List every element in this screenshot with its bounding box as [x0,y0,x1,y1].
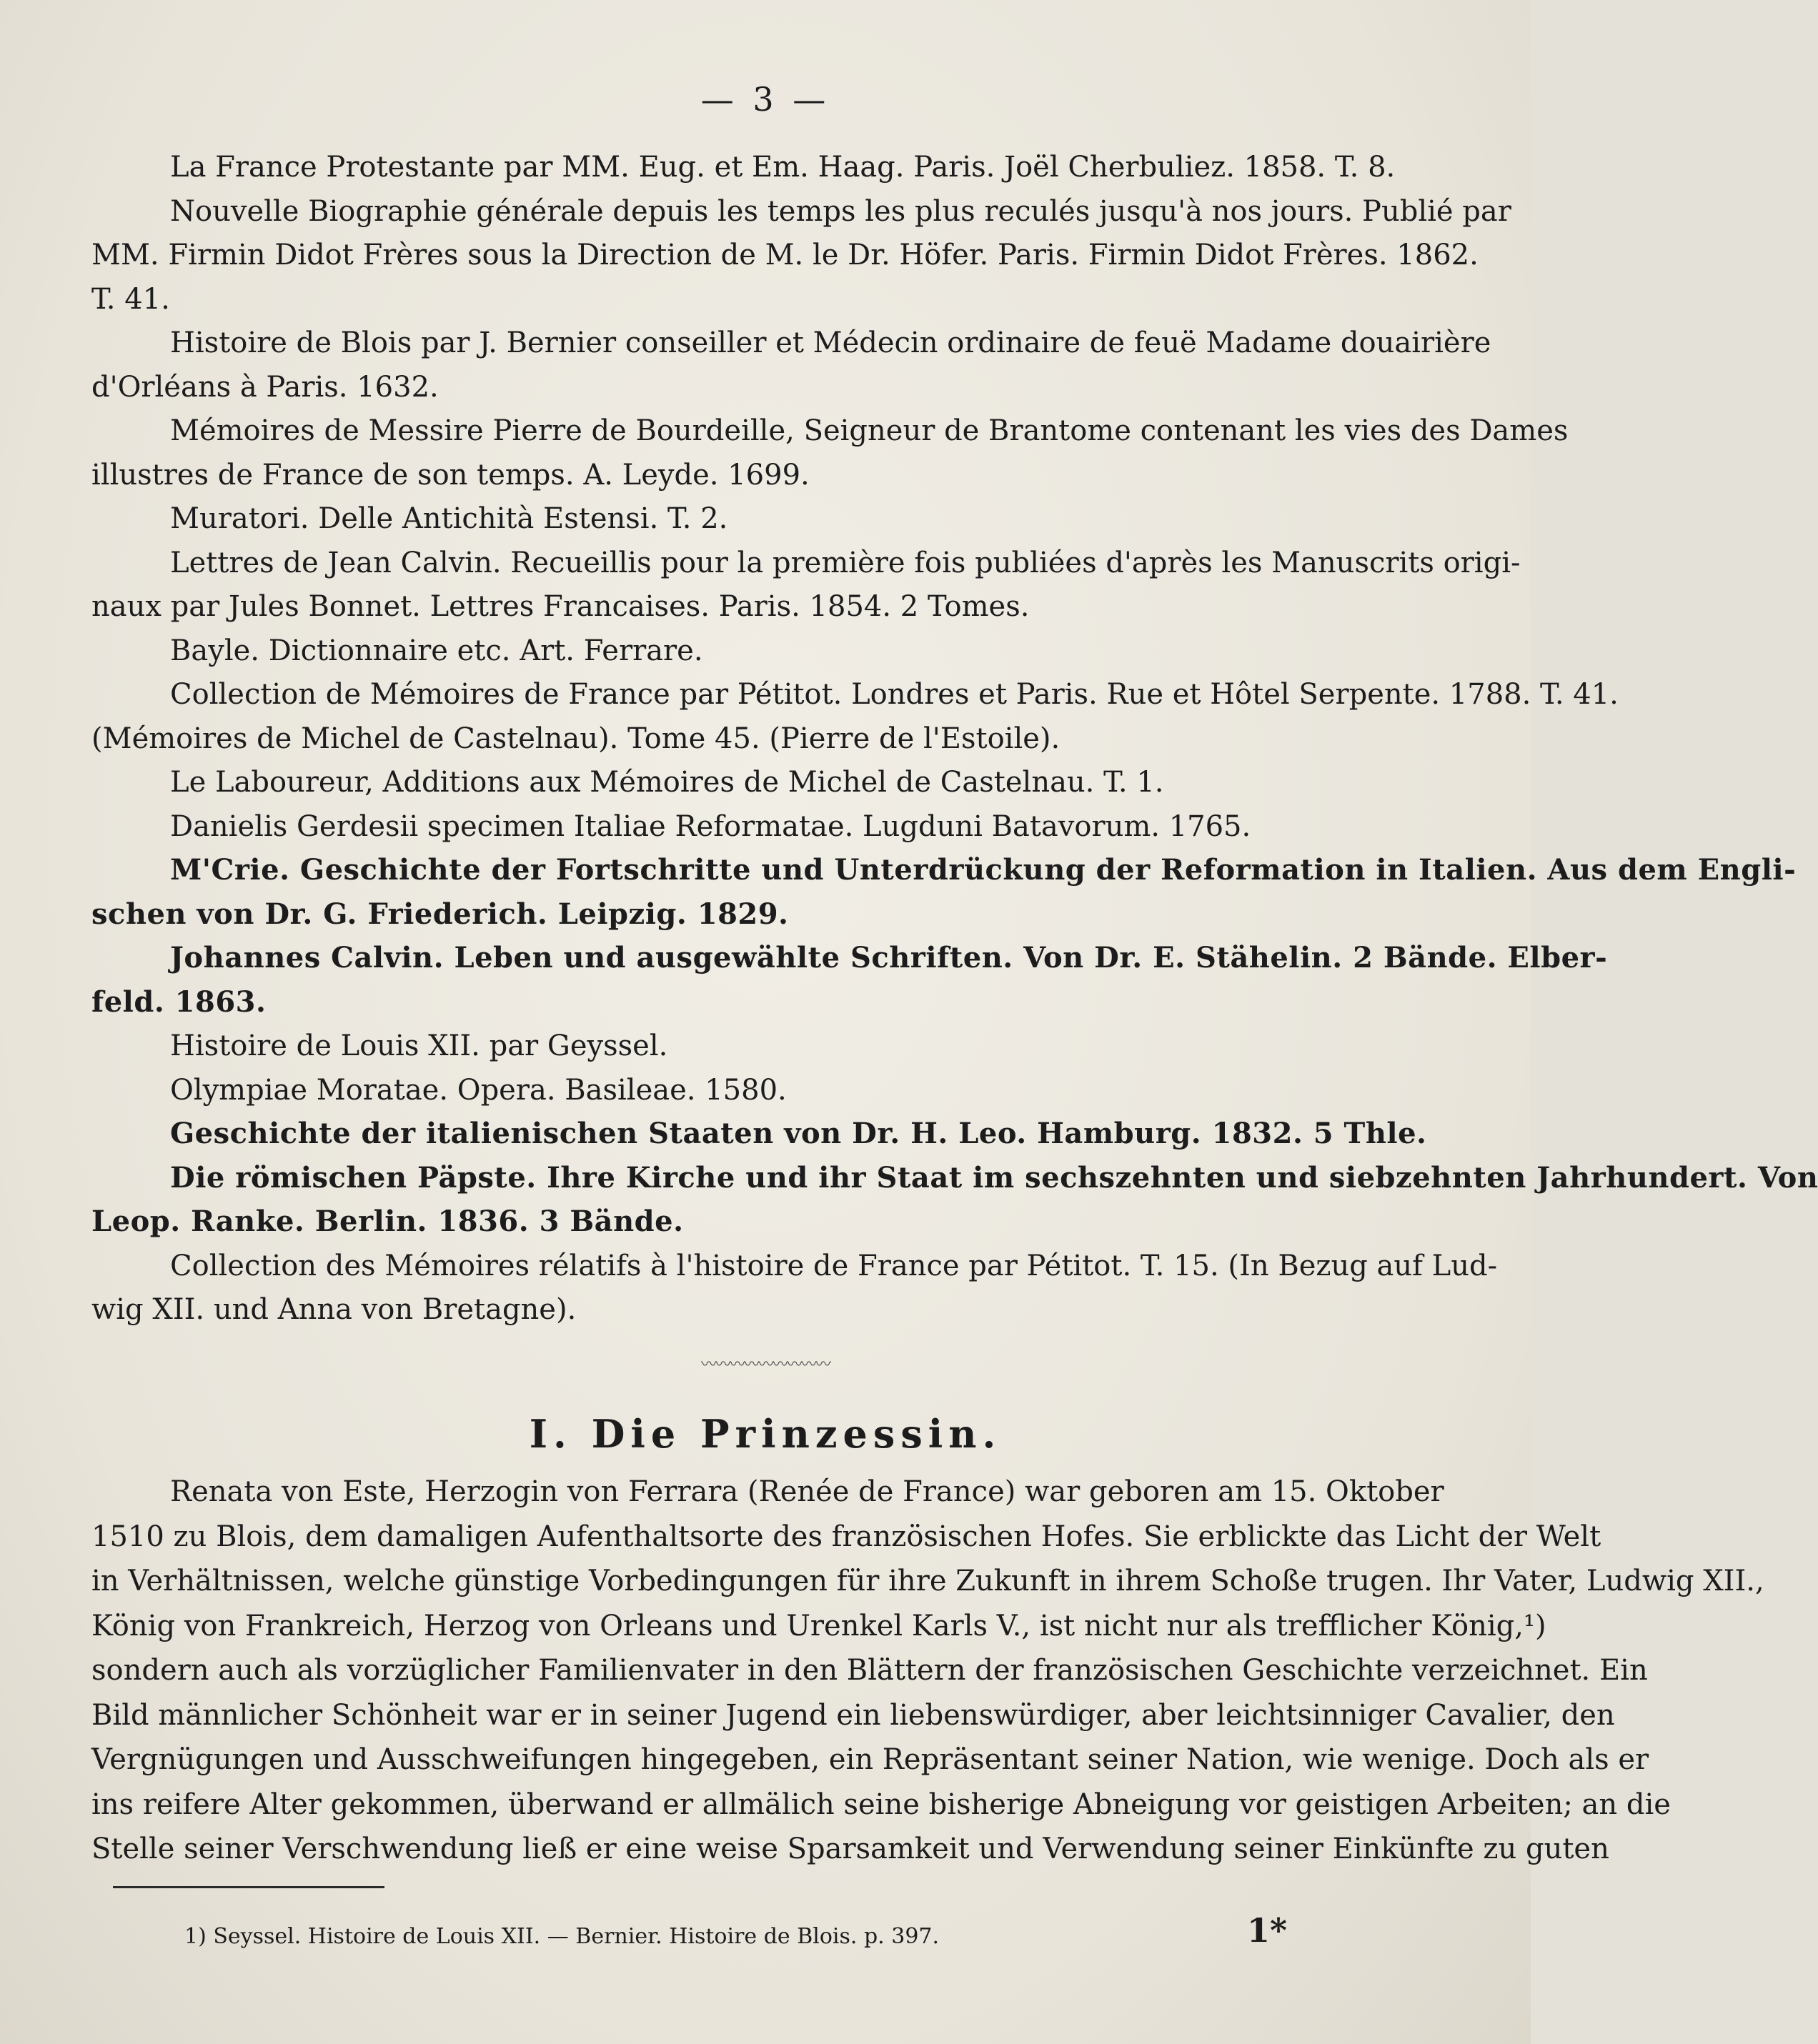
bibliography-line: Mémoires de Messire Pierre de Bourdeille, Seigneur de Brantome contenant les vies des Dames [170,414,1569,447]
chapter-heading: I. Die Prinzessin. [529,1411,1002,1457]
footnote: 1) Seyssel. Histoire de Louis XII. — Bernier. Histoire de Blois. p. 397. [184,1924,940,1949]
bibliography-line: d'Orléans à Paris. 1632. [91,370,439,404]
bibliography-line: La France Protestante par MM. Eug. et Em. Haag. Paris. Joël Cherbuliez. 1858. T. 8. [170,151,1396,184]
bibliography-line: Die römischen Päpste. Ihre Kirche und ihr Staat im sechszehnten und siebzehnten Jahrhundert. Von [170,1160,1818,1195]
bibliography-line: Histoire de Blois par J. Bernier conseiller et Médecin ordinaire de feuë Madame douairière [170,326,1491,359]
body-text-line: Vergnügungen und Ausschweifungen hingegeben, ein Repräsentant seiner Nation, wie wenige. Doch als er [91,1743,1649,1776]
body-text-line: Renata von Este, Herzogin von Ferrara (Renée de France) war geboren am 15. Oktober [170,1475,1444,1508]
page-number: — 3 — [700,80,830,119]
bibliography-line: feld. 1863. [91,984,267,1019]
bibliography-line: schen von Dr. G. Friederich. Leipzig. 1829. [91,897,789,931]
bibliography-line: Collection des Mémoires rélatifs à l'histoire de France par Pétitot. T. 15. (In Bezug auf Lud- [170,1249,1498,1282]
bibliography-line: (Mémoires de Michel de Castelnau). Tome 45. (Pierre de l'Estoile). [91,722,1060,755]
bibliography-line: T. 41. [91,282,170,316]
body-text-line: Bild männlicher Schönheit war er in seiner Jugend ein liebenswürdiger, aber leichtsinniger Cavalier, den [91,1698,1615,1732]
bibliography-line: Olympiae Moratae. Opera. Basileae. 1580. [170,1073,787,1107]
body-text-line: Stelle seiner Verschwendung ließ er eine weise Sparsamkeit und Verwendung seiner Einkünfte zu guten [91,1833,1609,1865]
bibliography-line: Nouvelle Biographie générale depuis les temps les plus reculés jusqu'à nos jours. Publié par [170,194,1511,228]
bibliography-line: Muratori. Delle Antichità Estensi. T. 2. [170,502,728,535]
bibliography-line: Johannes Calvin. Leben und ausgewählte Schriften. Von Dr. E. Stähelin. 2 Bände. Elber- [170,941,1608,974]
bibliography-line: Leop. Ranke. Berlin. 1836. 3 Bände. [91,1205,684,1238]
body-text-line: ins reifere Alter gekommen, überwand er allmälich seine bisherige Abneigung vor geistigen Arbeiten; an die [91,1788,1671,1821]
bibliography-line: M'Crie. Geschichte der Fortschritte und Unterdrückung der Reformation in Italien. Aus dem Engli- [170,853,1797,887]
bibliography-line: wig XII. und Anna von Bretagne). [91,1293,577,1326]
body-text-line: 1510 zu Blois, dem damaligen Aufenthaltsorte des französischen Hofes. Sie erblickte das Licht der Welt [91,1520,1601,1553]
bibliography-line: Collection de Mémoires de France par Pétitot. Londres et Paris. Rue et Hôtel Serpente. 1788. T. 41. [170,678,1619,711]
bibliography-line: Histoire de Louis XII. par Geyssel. [170,1030,668,1062]
bibliography-line: MM. Firmin Didot Frères sous la Direction de M. le Dr. Höfer. Paris. Firmin Didot Frères. 1862. [91,239,1479,271]
bibliography-line: Geschichte der italienischen Staaten von Dr. H. Leo. Hamburg. 1832. 5 Thle. [170,1117,1427,1150]
body-text-line: in Verhältnissen, welche günstige Vorbedingungen für ihre Zukunft in ihrem Schoße trugen. Ihr Vater, Ludwig XII., [91,1565,1764,1597]
body-text-line: König von Frankreich, Herzog von Orleans und Urenkel Karls V., ist nicht nur als trefflicher König,¹) [91,1609,1546,1642]
bibliography-line: Le Laboureur, Additions aux Mémoires de Michel de Castelnau. T. 1. [170,766,1164,799]
signature-mark: 1* [1247,1911,1288,1950]
bibliography-line: naux par Jules Bonnet. Lettres Francaises. Paris. 1854. 2 Tomes. [91,590,1030,623]
bibliography-line: Bayle. Dictionnaire etc. Art. Ferrare. [170,634,703,667]
section-ornament: 〰〰〰〰〰〰〰〰〰 [700,1356,830,1374]
footnote-rule [113,1886,384,1888]
bibliography-line: illustres de France de son temps. A. Leyde. 1699. [91,458,810,492]
body-text-line: sondern auch als vorzüglicher Familienvater in den Blättern der französischen Geschichte verzeichnet. Ein [91,1654,1648,1687]
bibliography-line: Lettres de Jean Calvin. Recueillis pour la première fois publiées d'après les Manuscrits origi- [170,546,1521,579]
bibliography-line: Danielis Gerdesii specimen Italiae Reformatae. Lugduni Batavorum. 1765. [170,809,1251,843]
